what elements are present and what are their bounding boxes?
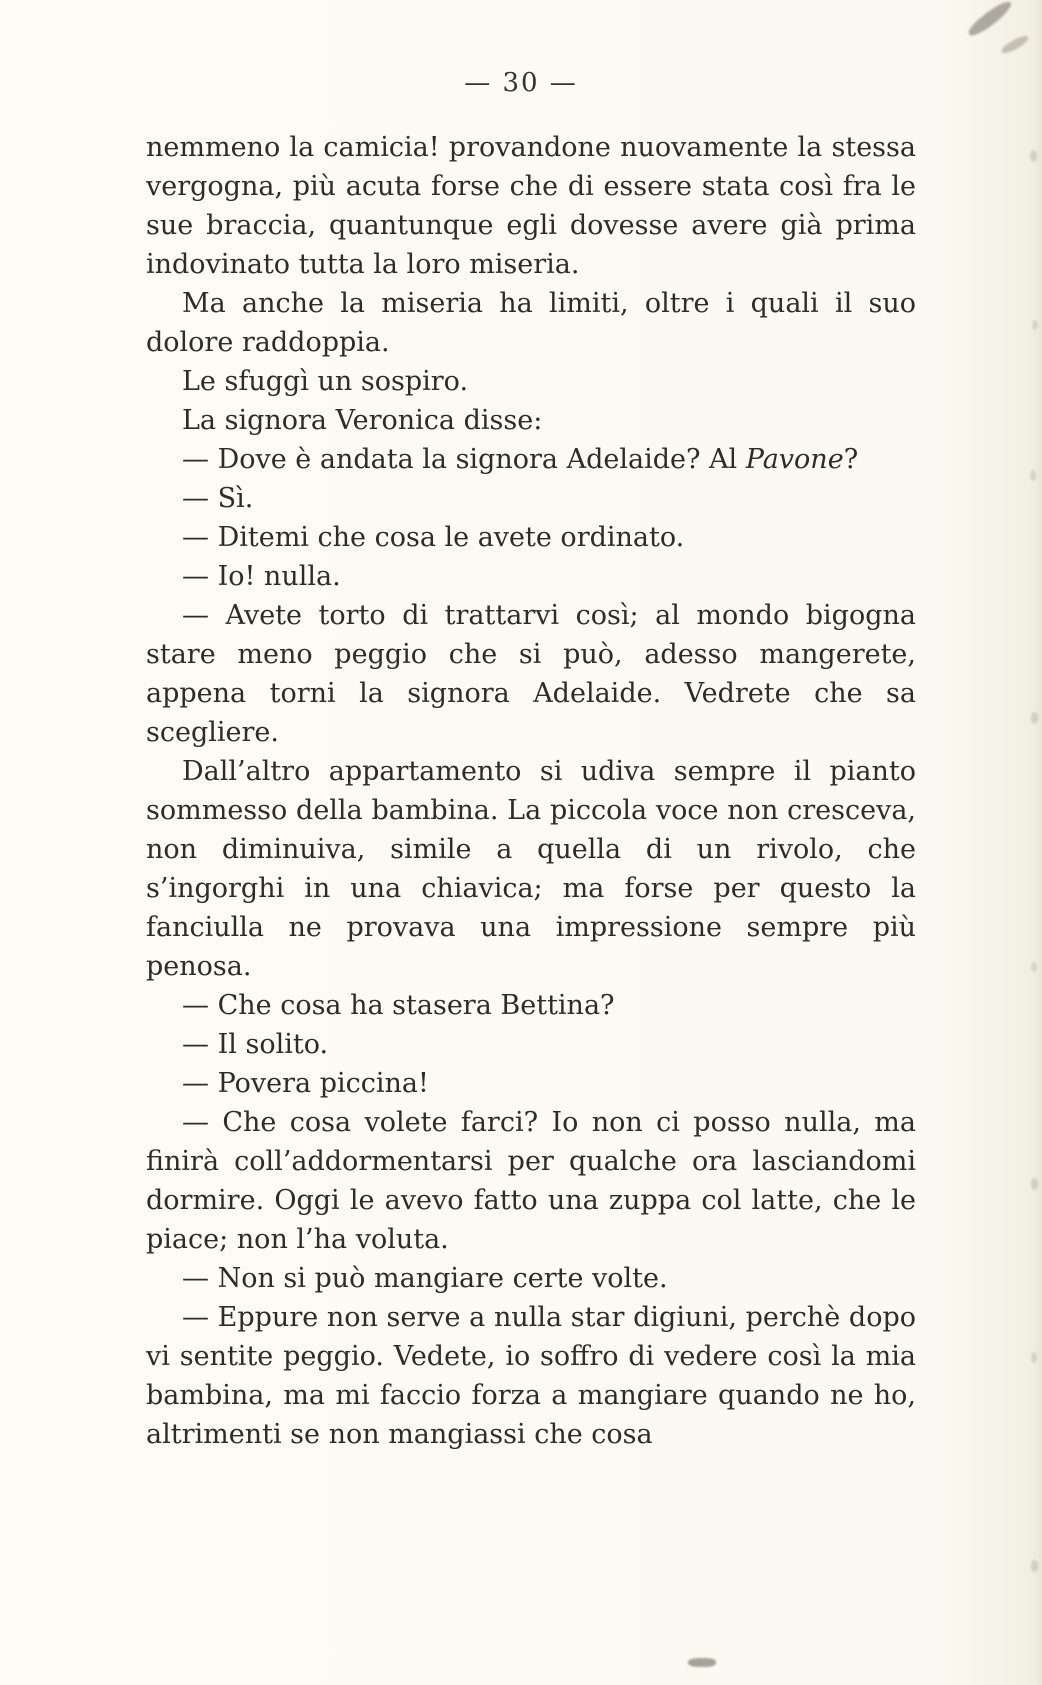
paragraph: — Io! nulla. <box>182 561 341 592</box>
page-number: — 30 — <box>464 68 578 98</box>
paragraph: — Non si può mangiare certe volte. <box>182 1263 668 1294</box>
paragraph: — Ditemi che cosa le avete ordinato. <box>182 522 685 553</box>
scan-smudge <box>1031 712 1038 724</box>
paragraph: Ma anche la miseria ha limiti, oltre i quali il suo dolore raddoppia. <box>146 288 916 358</box>
paragraph: — Avete torto di trattarvi così; al mondo bigogna stare meno peggio che si può, adesso mangerete, appena torni la signora Adelaide. Vedrete che sa scegliere. <box>146 600 916 748</box>
paragraph: Le sfuggì un sospiro. <box>182 366 469 397</box>
scan-smudge <box>1032 320 1038 330</box>
scan-smudge <box>1030 150 1037 162</box>
paragraph: — Che cosa volete farci? Io non ci posso nulla, ma finirà coll’addormentarsi per qualche ora lasciandomi dormire. Oggi le avevo fatto una zuppa col latte, che le piace; non l’ha voluta. <box>146 1107 916 1255</box>
paragraph: — Povera piccina! <box>182 1068 429 1099</box>
paragraph: — Il solito. <box>182 1029 329 1060</box>
italic-word: Pavone <box>745 444 844 475</box>
scan-smudge <box>1031 1178 1038 1190</box>
paragraph: — Eppure non serve a nulla star digiuni, perchè dopo vi sentite peggio. Vedete, io soffro di vedere così la mia bambina, ma mi faccio forza a mangiare quando ne ho, altrimenti se non mangiassi che cosa <box>146 1302 916 1450</box>
paragraph: Dall’altro appartamento si udiva sempre il pianto sommesso della bambina. La piccola voce non cresceva, non diminuiva, simile a quella di un rivolo, che s’ingorghi in una chiavica; ma forse per questo la fanciulla ne provava una impressione sempre più penosa. <box>146 756 916 982</box>
scan-smudge <box>1031 1560 1038 1572</box>
scan-smudge <box>1031 1352 1037 1363</box>
scan-smudge <box>1030 470 1036 481</box>
dialogue-text: ? <box>843 444 859 475</box>
dialogue-text: — Dove è andata la signora Adelaide? Al <box>182 444 746 475</box>
scan-smudge <box>688 1658 716 1667</box>
paragraph: — Che cosa ha stasera Bettina? <box>182 990 615 1021</box>
paragraph: nemmeno la camicia! provandone nuovamente la stessa vergogna, più acuta forse che di essere stata così fra le sue braccia, quantunque egli dovesse avere già prima indovinato tutta la loro miseria. <box>146 132 916 280</box>
scan-smudge <box>1031 962 1037 972</box>
paragraph-dialogue <box>146 440 916 479</box>
paragraph: — Sì. <box>182 483 254 514</box>
paragraph: La signora Veronica disse: <box>182 405 543 436</box>
text-block <box>146 128 916 1454</box>
